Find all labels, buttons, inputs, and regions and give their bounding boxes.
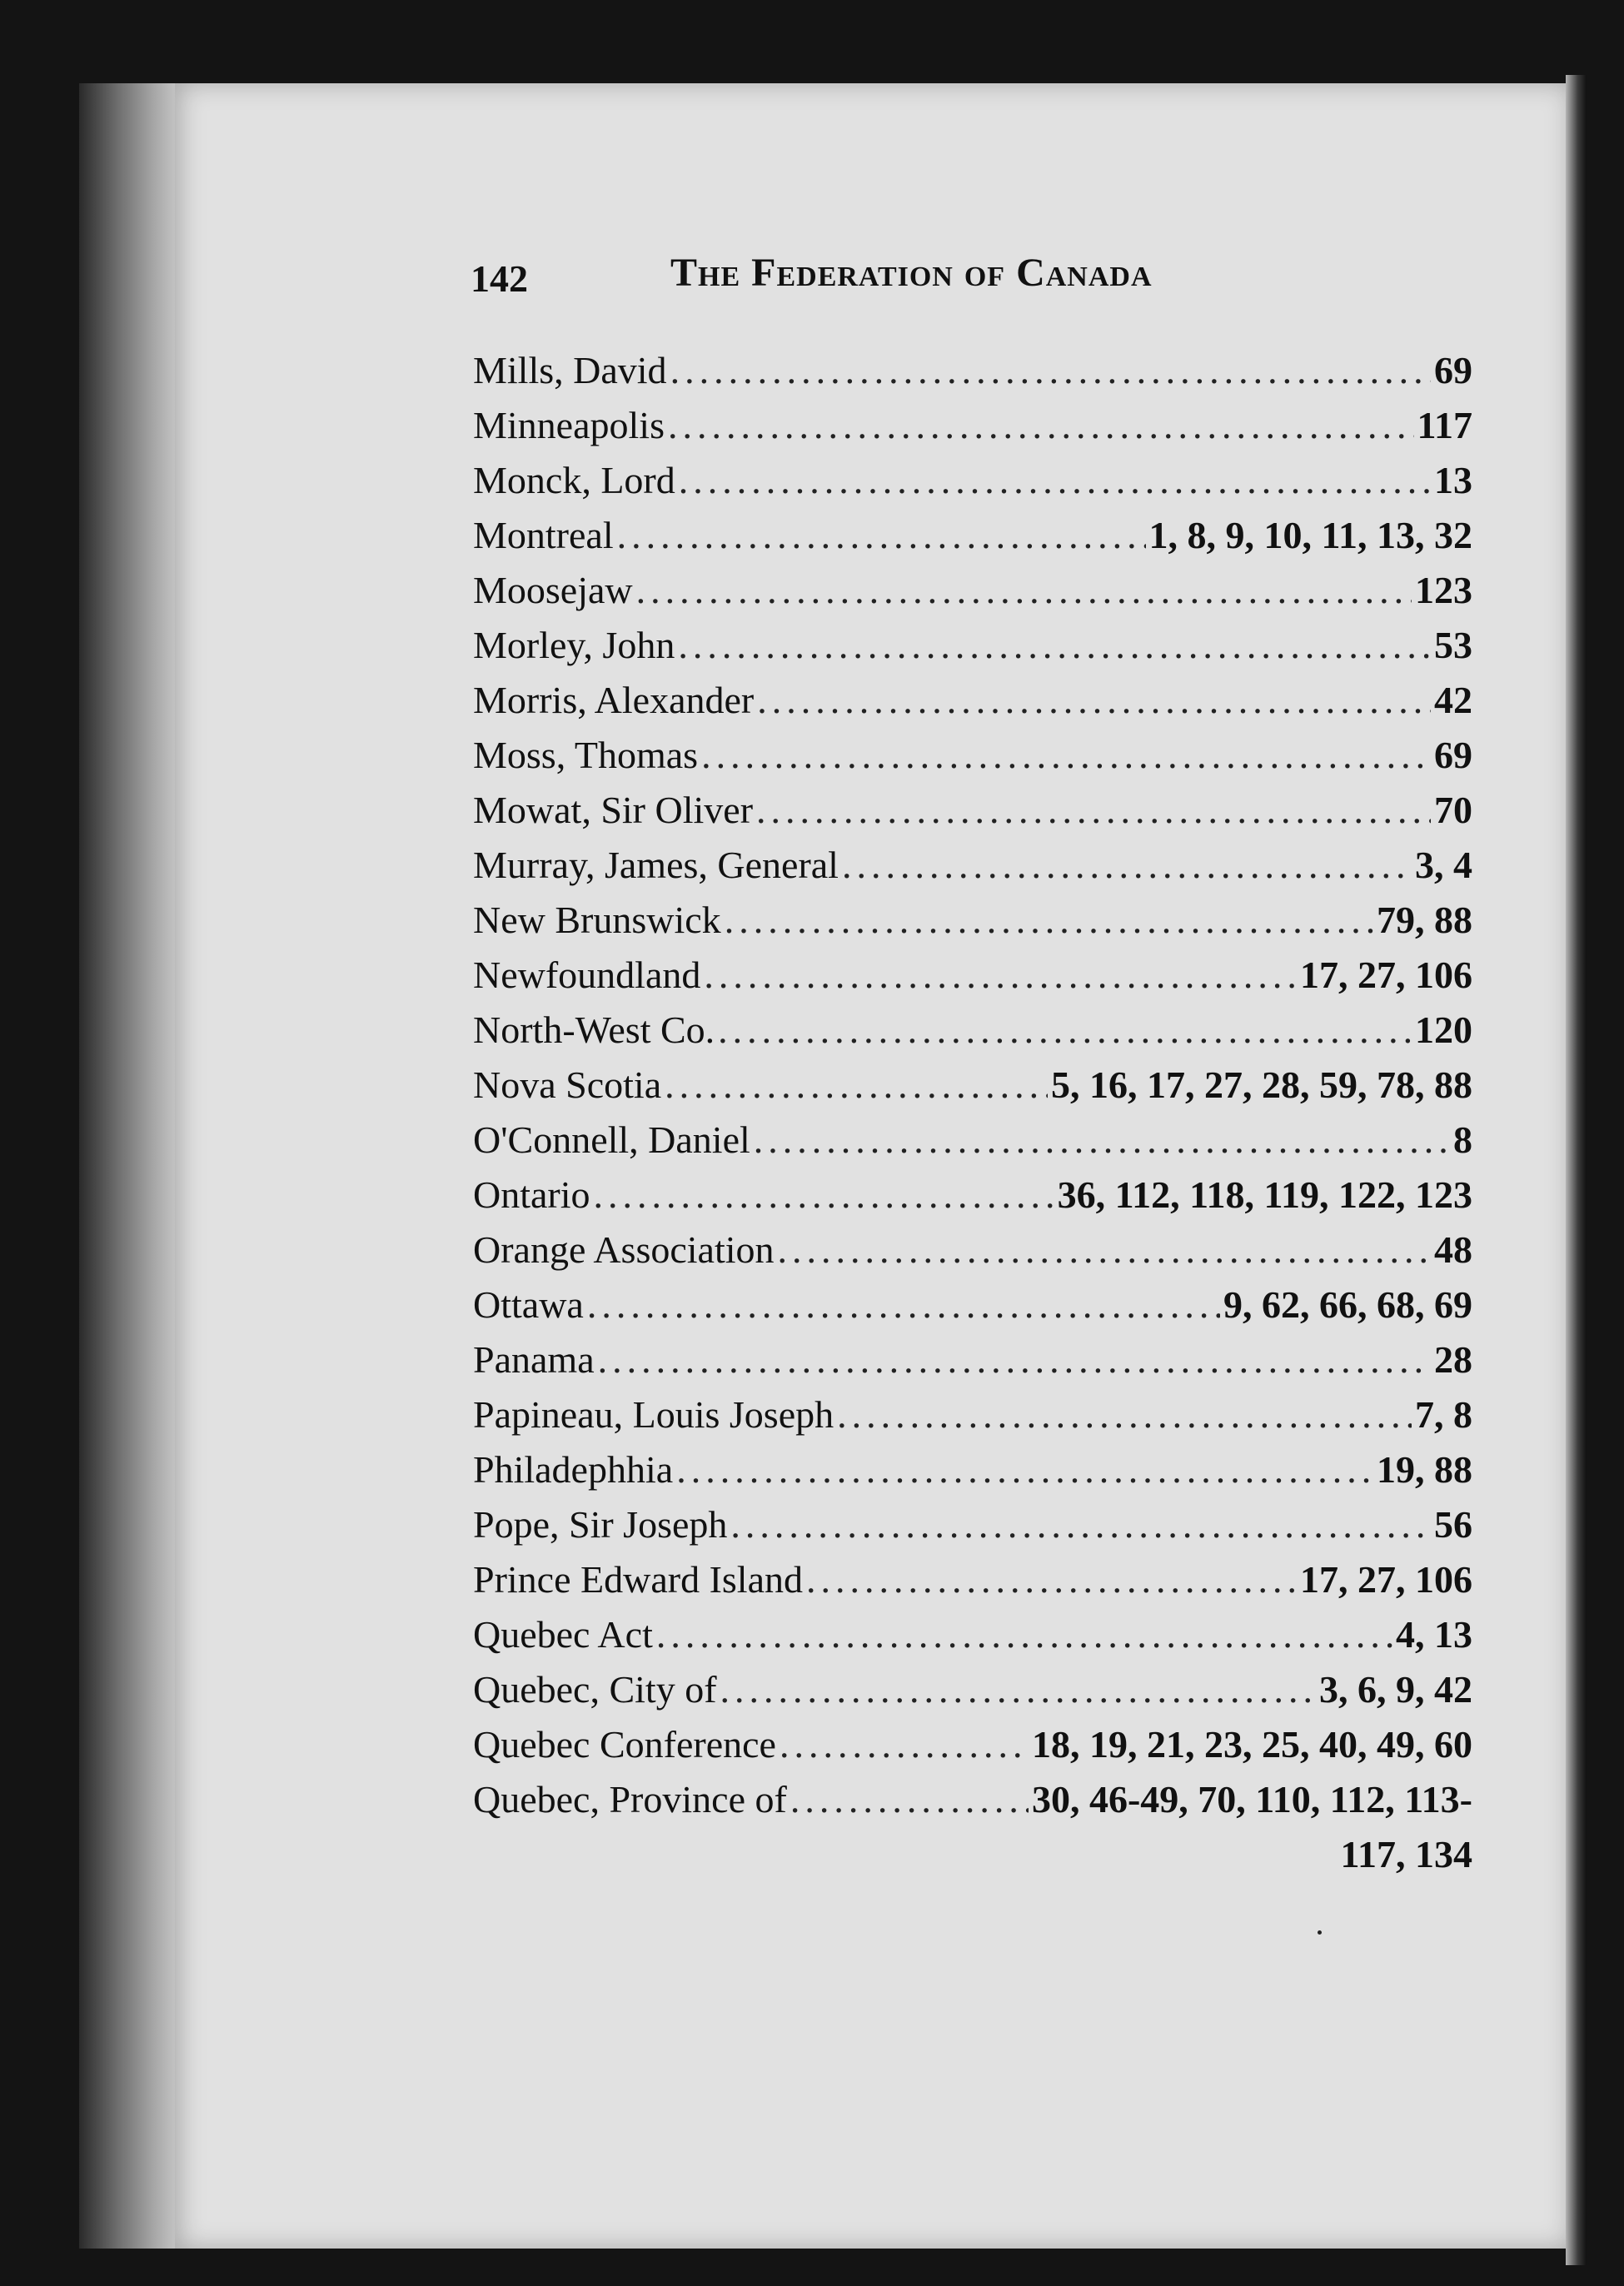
index-entry <box>473 1772 1472 1827</box>
dot-leader <box>598 1332 1431 1387</box>
index-term: Moss, Thomas <box>473 734 699 776</box>
index-pages: 17, 27, 106 <box>1300 1558 1472 1601</box>
index-term: Moosejaw <box>473 569 633 611</box>
dot-leader <box>668 398 1414 453</box>
index-pages: 123 <box>1415 569 1472 611</box>
index-entry <box>473 1277 1472 1332</box>
index-entry <box>473 1058 1472 1113</box>
index-pages: 3, 4 <box>1415 844 1472 886</box>
index-pages: 9, 62, 66, 68, 69 <box>1223 1283 1472 1326</box>
index-term: New Brunswick <box>473 899 721 941</box>
index-pages: 19, 88 <box>1377 1448 1472 1491</box>
index-pages: 48 <box>1434 1228 1472 1271</box>
index-entry <box>473 398 1472 453</box>
page-speck <box>1318 1930 1322 1935</box>
index-entry <box>473 1332 1472 1387</box>
index-entry <box>473 563 1472 618</box>
index-term: Newfoundland <box>473 954 701 996</box>
index-pages: 5, 16, 17, 27, 28, 59, 78, 88 <box>1051 1063 1472 1106</box>
dot-leader <box>725 893 1373 948</box>
index-term: Ontario <box>473 1173 590 1216</box>
index-list <box>473 343 1472 1882</box>
dot-leader <box>665 1058 1048 1113</box>
dot-leader <box>842 838 1412 893</box>
index-term: Papineau, Louis Joseph <box>473 1393 834 1436</box>
dot-leader <box>756 783 1431 838</box>
index-term: Mills, David <box>473 349 667 391</box>
index-term: Ottawa <box>473 1283 584 1326</box>
running-head <box>471 250 1470 308</box>
index-pages-continuation: 117, 134 <box>1340 1833 1472 1875</box>
index-pages: 70 <box>1434 789 1472 831</box>
page-number: 142 <box>471 257 528 300</box>
index-term: Quebec Act <box>473 1613 653 1656</box>
index-term: Orange Association <box>473 1228 775 1271</box>
index-term: North-West Co. <box>473 1009 715 1051</box>
index-entry <box>473 1442 1472 1497</box>
index-pages: 30, 46-49, 70, 110, 112, 113- <box>1031 1778 1472 1820</box>
index-entry <box>473 948 1472 1003</box>
scan-right-edge <box>1566 75 1587 2265</box>
index-term: Morris, Alexander <box>473 679 755 721</box>
dot-leader <box>678 618 1431 673</box>
index-entry <box>473 673 1472 728</box>
dot-leader <box>790 1772 1029 1827</box>
index-pages: 13 <box>1434 459 1472 501</box>
dot-leader <box>718 1003 1412 1058</box>
index-pages: 8 <box>1453 1118 1472 1161</box>
index-term: Quebec, City of <box>473 1668 717 1711</box>
dot-leader <box>704 948 1297 1003</box>
index-entry <box>473 1552 1472 1607</box>
index-pages: 69 <box>1434 734 1472 776</box>
dot-leader <box>701 728 1431 783</box>
dot-leader <box>656 1607 1392 1662</box>
index-term: Quebec Conference <box>473 1723 776 1766</box>
index-entry <box>473 1223 1472 1277</box>
index-term: Montreal <box>473 514 614 556</box>
dot-leader <box>594 1168 1054 1223</box>
index-term: Panama <box>473 1338 595 1381</box>
dot-leader <box>778 1223 1431 1277</box>
index-term: Monck, Lord <box>473 459 675 501</box>
index-term: Morley, John <box>473 624 675 666</box>
dot-leader <box>730 1497 1431 1552</box>
index-pages: 69 <box>1434 349 1472 391</box>
index-entry <box>473 1662 1472 1717</box>
index-entry <box>473 1387 1472 1442</box>
dot-leader <box>617 508 1146 563</box>
index-pages: 17, 27, 106 <box>1300 954 1472 996</box>
dot-leader <box>679 453 1431 508</box>
running-title: The Federation of Canada <box>670 251 1153 295</box>
index-term: Pope, Sir Joseph <box>473 1503 728 1546</box>
dot-leader <box>837 1387 1412 1442</box>
index-pages: 53 <box>1434 624 1472 666</box>
dot-leader <box>720 1662 1316 1717</box>
index-entry <box>473 1717 1472 1772</box>
index-entry <box>473 508 1472 563</box>
index-term: Mowat, Sir Oliver <box>473 789 754 831</box>
index-term: Minneapolis <box>473 404 665 446</box>
index-pages: 4, 13 <box>1396 1613 1472 1656</box>
dot-leader <box>806 1552 1297 1607</box>
dot-leader <box>670 343 1431 398</box>
index-pages: 18, 19, 21, 23, 25, 40, 49, 60 <box>1032 1723 1472 1766</box>
index-entry <box>473 343 1472 398</box>
dot-leader <box>636 563 1412 618</box>
index-pages: 7, 8 <box>1415 1393 1472 1436</box>
index-entry <box>473 728 1472 783</box>
index-entry <box>473 783 1472 838</box>
index-pages: 36, 112, 118, 119, 122, 123 <box>1057 1173 1472 1216</box>
index-pages: 1, 8, 9, 10, 11, 13, 32 <box>1148 514 1472 556</box>
dot-leader <box>754 1113 1450 1168</box>
index-entry <box>473 893 1472 948</box>
index-entry <box>473 453 1472 508</box>
scan-left-edge <box>79 83 187 2249</box>
dot-leader <box>676 1442 1373 1497</box>
index-term: Nova Scotia <box>473 1063 662 1106</box>
index-entry <box>473 1003 1472 1058</box>
index-term: Murray, James, General <box>473 844 839 886</box>
index-term: Philadephhia <box>473 1448 674 1491</box>
index-term: Quebec, Province of <box>473 1778 787 1820</box>
index-entry <box>473 1168 1472 1223</box>
index-entry <box>473 1607 1472 1662</box>
index-pages: 3, 6, 9, 42 <box>1319 1668 1472 1711</box>
index-entry <box>473 1497 1472 1552</box>
index-term: Prince Edward Island <box>473 1558 803 1601</box>
index-entry <box>473 618 1472 673</box>
index-term: O'Connell, Daniel <box>473 1118 750 1161</box>
dot-leader <box>780 1717 1029 1772</box>
index-entry <box>473 1113 1472 1168</box>
dot-leader <box>587 1277 1220 1332</box>
index-pages: 28 <box>1434 1338 1472 1381</box>
index-pages: 120 <box>1415 1009 1472 1051</box>
index-pages: 56 <box>1434 1503 1472 1546</box>
dot-leader <box>757 673 1431 728</box>
index-entry <box>473 838 1472 893</box>
index-pages: 79, 88 <box>1377 899 1472 941</box>
index-pages: 117 <box>1417 404 1472 446</box>
index-pages: 42 <box>1434 679 1472 721</box>
